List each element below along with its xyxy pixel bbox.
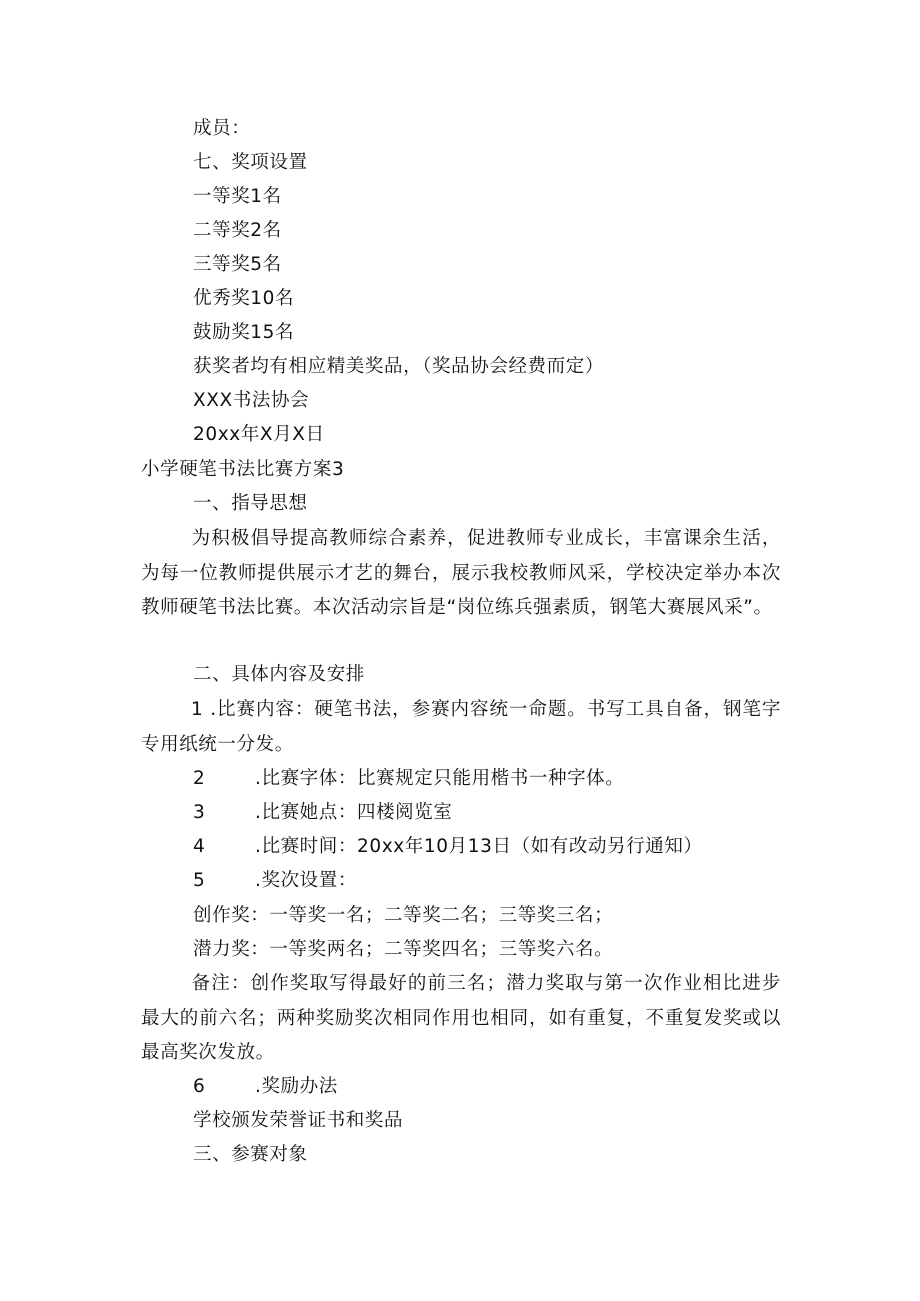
guiding-thought-paragraph [141,522,781,626]
third-prize-line: 三等奖5名 [193,254,282,275]
excellence-prize-line: 优秀奖10名 [193,288,295,309]
first-prize-line: 一等奖1名 [193,186,282,207]
item-six-number: 6 [193,1076,206,1097]
item-five-line [193,869,357,893]
creation-award-line: 创作奖：一等奖一名；二等奖二名；三等奖三名； [193,905,614,926]
remark-text: 备注：创作奖取写得最好的前三名；潜力奖取与第一次作业相比进步最大的前六名；两种奖励奖次相同作用也相同，如有重复，不重复发奖或以最高奖次发放。 [141,973,781,1063]
item-three-text: .比赛她点：四楼阅览室 [255,802,453,823]
item-six-line [193,1075,338,1099]
encouragement-prize-line: 鼓励奖15名 [193,322,295,343]
item-two-line [193,767,624,791]
item-four-text: .比赛时间：20xx年10月13日（如有改动另行通知） [255,836,703,857]
section-three-heading: 三、参赛对象 [193,1144,308,1165]
item-five-number: 5 [193,870,206,891]
reward-method-line: 学校颁发荣誉证书和奖品 [193,1110,404,1131]
section-two-heading: 二、具体内容及安排 [193,664,365,685]
item-four-line [193,835,703,859]
date-line: 20xx年X月X日 [193,424,325,445]
item-three-number: 3 [193,802,206,823]
item-three-line [193,801,452,825]
item-two-text: .比赛字体：比赛规定只能用楷书一种字体。 [255,768,625,789]
item-four-number: 4 [193,836,206,857]
potential-award-line: 潜力奖：一等奖两名；二等奖四名；三等奖六名。 [193,939,614,960]
section-seven-heading: 七、奖项设置 [193,152,308,173]
item-one-text: 1 .比赛内容：硬笔书法，参赛内容统一命题。书写工具自备，钢笔字专用纸统一分发。 [141,699,781,755]
item-two-number: 2 [193,768,206,789]
item-five-text: .奖次设置： [255,870,357,891]
members-line: 成员： [193,118,251,139]
association-name: XXX书法协会 [193,390,310,411]
plan-title: 小学硬笔书法比赛方案3 [141,459,345,480]
guiding-thought-text: 为积极倡导提高教师综合素养，促进教师专业成长，丰富课余生活，为每一位教师提供展示才艺的舞台，展示我校教师风采，学校决定举办本次教师硬笔书法比赛。本次活动宗旨是“岗位练兵强素质，钢笔大赛展风采”。 [141,528,781,618]
second-prize-line: 二等奖2名 [193,220,282,241]
item-one-paragraph [141,693,781,762]
prize-note-line: 获奖者均有相应精美奖品，（奖品协会经费而定） [193,356,604,377]
section-one-heading: 一、指导思想 [193,493,308,514]
remark-paragraph [141,967,781,1071]
item-six-text: .奖励办法 [255,1076,338,1097]
